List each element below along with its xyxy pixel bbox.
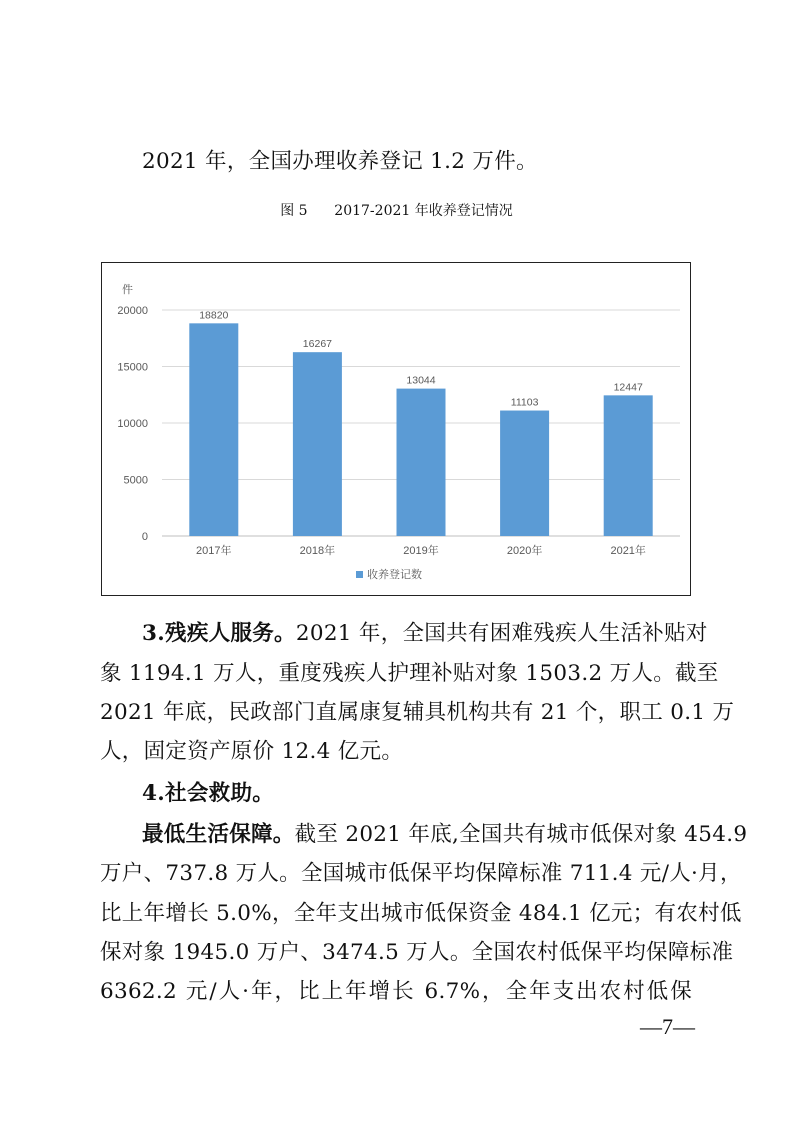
y-tick-label: 15000 <box>117 361 148 374</box>
dibao-line-4: 保对象 1945.0 万户、3474.5 万人。全国农村低保平均保障标准 <box>100 940 734 965</box>
x-tick-label: 2020年 <box>506 545 543 557</box>
legend-swatch <box>356 571 363 578</box>
figure-number: 图 5 <box>280 203 308 219</box>
chart-frame <box>101 262 691 596</box>
x-tick-label: 2018年 <box>299 545 336 557</box>
y-axis-unit-label: 件 <box>122 284 133 296</box>
intro-paragraph: 2021 年，全国办理收养登记 1.2 万件。 <box>142 149 538 174</box>
data-label: 18820 <box>199 309 229 322</box>
sec3-line-2: 象 1194.1 万人，重度残疾人护理补贴对象 1503.2 万人。截至 <box>100 661 719 686</box>
dibao-heading: 最低生活保障。 <box>142 822 295 847</box>
sec3-line-1 <box>142 619 708 649</box>
y-tick-label: 20000 <box>117 305 148 317</box>
bar-2018年 <box>293 352 342 536</box>
sec3-line-4: 人，固定资产原价 12.4 亿元。 <box>100 739 404 764</box>
sec3-heading: 3.残疾人服务。 <box>142 621 296 646</box>
figure-title: 2017-2021 年收养登记情况 <box>334 203 513 219</box>
y-tick-label: 5000 <box>123 474 148 487</box>
x-tick-label: 2021年 <box>610 545 646 557</box>
data-label: 12447 <box>613 381 643 394</box>
chart-legend <box>356 567 422 581</box>
y-tick-label: 0 <box>141 531 148 543</box>
bar-chart <box>102 263 690 595</box>
dibao-line-3: 比上年增长 5.0%，全年支出城市低保资金 484.1 亿元；有农村低 <box>100 901 742 926</box>
sec3-line-1-text: 2021 年，全国共有困难残疾人生活补贴对 <box>295 621 708 646</box>
sec4-heading: 4.社会救助。 <box>142 781 275 806</box>
page-number: —7— <box>640 1014 695 1039</box>
dibao-line-5: 6362.2 元/人·年，比上年增长 6.7%，全年支出农村低保 <box>100 979 692 1004</box>
dibao-line-1-text: 截至 2021 年底,全国共有城市低保对象 454.9 <box>294 822 748 847</box>
y-tick-label: 10000 <box>117 418 148 430</box>
bar-2017年 <box>189 323 238 536</box>
x-tick-label: 2017年 <box>196 545 232 557</box>
dibao-line-1 <box>142 820 748 850</box>
bar-2020年 <box>500 411 549 536</box>
sec3-line-3: 2021 年底，民政部门直属康复辅具机构共有 21 个，职工 0.1 万 <box>100 700 735 725</box>
x-tick-label: 2019年 <box>403 545 439 557</box>
data-label: 11103 <box>510 396 539 409</box>
data-label: 13044 <box>406 374 436 387</box>
dibao-line-2: 万户、737.8 万人。全国城市低保平均保障标准 711.4 元/人·月， <box>100 861 742 886</box>
bar-2021年 <box>604 395 653 536</box>
data-label: 16267 <box>302 338 333 351</box>
bar-2019年 <box>397 389 446 536</box>
legend-label: 收养登记数 <box>367 569 422 581</box>
figure-caption <box>0 200 793 220</box>
